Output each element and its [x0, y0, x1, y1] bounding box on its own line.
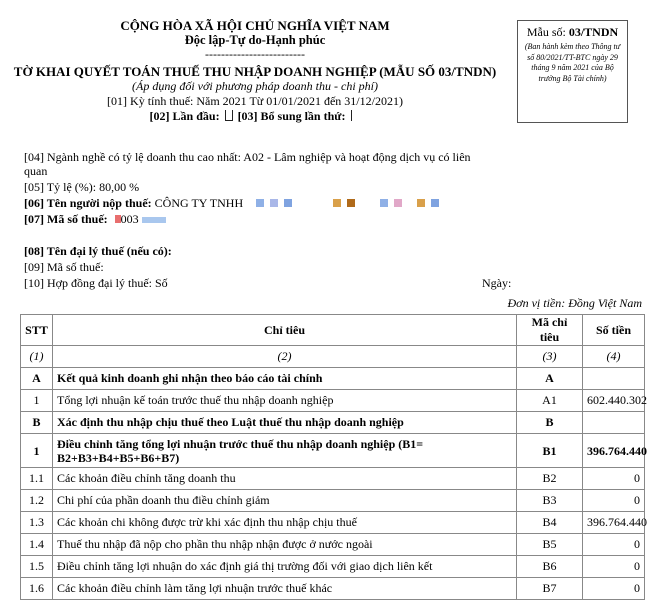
- row-stt: 1.1: [21, 468, 53, 490]
- row-amount: [583, 412, 645, 434]
- col-amount: Số tiền: [583, 315, 645, 346]
- col-index: (2): [53, 346, 517, 368]
- row-label: Tổng lợi nhuận kế toán trước thuế thu nhập doanh nghiệp: [53, 390, 517, 412]
- row-stt: A: [21, 368, 53, 390]
- row-stt: 1.2: [21, 490, 53, 512]
- redaction-mark: [284, 199, 292, 207]
- table-index-row: [21, 346, 645, 368]
- row-code: A1: [517, 390, 583, 412]
- col-item: Chỉ tiêu: [53, 315, 517, 346]
- tax-agent-name-field: [08] Tên đại lý thuế (nếu có):: [24, 244, 172, 258]
- table-row: [21, 556, 645, 578]
- agent-contract-field: [10] Hợp đồng đại lý thuế: Số: [24, 276, 168, 290]
- document-header: [0, 18, 510, 124]
- taxpayer-name-value: CÔNG TY TNHH: [154, 196, 244, 210]
- table-row: [21, 412, 645, 434]
- table-row: [21, 512, 645, 534]
- form-number-label: Mẫu số:: [526, 25, 566, 39]
- row-label: Kết quả kinh doanh ghi nhận theo báo cáo tài chính: [53, 368, 517, 390]
- table-row: [21, 578, 645, 600]
- row-stt: 1.6: [21, 578, 53, 600]
- redaction-mark: [347, 199, 355, 207]
- form-subtitle: (Áp dụng đối với phương pháp doanh thu - chi phí): [132, 79, 378, 93]
- industry-field: [04] Ngành nghề có tỷ lệ doanh thu cao nhất: A02 - Lâm nghiệp và hoạt động dịch vụ có liên quan: [24, 150, 471, 178]
- table-row: [21, 468, 645, 490]
- redacted-name: [246, 196, 442, 210]
- col-index: (3): [517, 346, 583, 368]
- col-index: (1): [21, 346, 53, 368]
- col-index: (4): [583, 346, 645, 368]
- row-code: B3: [517, 490, 583, 512]
- tax-id-label: [07] Mã số thuế:: [24, 212, 108, 226]
- redaction-mark: [142, 217, 166, 223]
- tax-agent-id-field: [09] Mã số thuế:: [24, 260, 104, 274]
- row-amount: 0: [583, 578, 645, 600]
- supplement-label: [03] Bổ sung lần thứ:: [237, 109, 346, 123]
- rate-field: [05] Tỷ lệ (%): 80,00 %: [24, 180, 140, 194]
- row-label: Các khoản điều chỉnh làm tăng lợi nhuận trước thuế khác: [53, 578, 517, 600]
- national-motto: Độc lập-Tự do-Hạnh phúc: [184, 33, 326, 47]
- row-label: Điều chỉnh tăng lợi nhuận do xác định giá thị trường đối với giao dịch liên kết: [53, 556, 517, 578]
- row-label: Điều chỉnh tăng tổng lợi nhuận trước thuế thu nhập doanh nghiệp (B1= B2+B3+B4+B5+B6+B7): [53, 434, 517, 468]
- row-code: B7: [517, 578, 583, 600]
- form-legal-note: (Ban hành kèm theo Thông tư số 80/2021/TT-BTC ngày 29 tháng 9 năm 2021 của Bộ trưởng Bộ Tài chính): [524, 42, 621, 83]
- row-stt: 1: [21, 434, 53, 468]
- row-amount: 0: [583, 556, 645, 578]
- header-divider: -------------------------: [205, 47, 305, 61]
- col-code: Mã chỉ tiêu: [517, 315, 583, 346]
- redaction-mark: [333, 199, 341, 207]
- form-number-box: [517, 20, 628, 123]
- row-label: Thuế thu nhập đã nộp cho phần thu nhập nhận được ở nước ngoài: [53, 534, 517, 556]
- redaction-mark: [417, 199, 425, 207]
- redaction-mark: [394, 199, 402, 207]
- row-code: A: [517, 368, 583, 390]
- row-code: B6: [517, 556, 583, 578]
- redaction-mark: [256, 199, 264, 207]
- filing-type: [0, 109, 510, 124]
- row-code: B: [517, 412, 583, 434]
- table-row: [21, 434, 645, 468]
- table-row: [21, 390, 645, 412]
- table-row: [21, 490, 645, 512]
- tax-id-field: [24, 212, 494, 226]
- row-stt: B: [21, 412, 53, 434]
- tax-table: [20, 314, 647, 600]
- redaction-mark: [431, 199, 439, 207]
- row-amount: [583, 368, 645, 390]
- row-amount: 396.764.440: [583, 434, 645, 468]
- table-row: [21, 534, 645, 556]
- row-amount: 396.764.440: [583, 512, 645, 534]
- table-header-row: [21, 315, 645, 346]
- form-number-code: 03/TNDN: [568, 25, 619, 39]
- row-label: Xác định thu nhập chịu thuế theo Luật thuế thu nhập doanh nghiệp: [53, 412, 517, 434]
- tax-period: [01] Kỳ tính thuế: Năm 2021 Từ 01/01/2021 đến 31/12/2021): [107, 94, 403, 108]
- row-amount: 602.440.302: [583, 390, 645, 412]
- row-stt: 1: [21, 390, 53, 412]
- row-stt: 1.3: [21, 512, 53, 534]
- taxpayer-name-field: [24, 196, 584, 210]
- tax-id-value: 003: [120, 212, 139, 226]
- row-label: Chi phí của phần doanh thu điều chỉnh giảm: [53, 490, 517, 512]
- supplement-checkbox[interactable]: [351, 110, 357, 121]
- currency-unit: Đơn vị tiền: Đồng Việt Nam: [507, 296, 642, 310]
- country-name: CỘNG HÒA XÃ HỘI CHỦ NGHĨA VIỆT NAM: [120, 18, 390, 33]
- redaction-mark: [380, 199, 388, 207]
- row-label: Các khoản điều chỉnh tăng doanh thu: [53, 468, 517, 490]
- row-label: Các khoản chi không được trừ khi xác định thu nhập chịu thuế: [53, 512, 517, 534]
- row-stt: 1.4: [21, 534, 53, 556]
- first-time-checkbox[interactable]: [225, 110, 233, 121]
- form-title: TỜ KHAI QUYẾT TOÁN THUẾ THU NHẬP DOANH NGHIỆP (MẪU SỐ 03/TNDN): [13, 64, 497, 79]
- contract-date-label: Ngày:: [482, 276, 512, 290]
- row-code: B2: [517, 468, 583, 490]
- row-code: B4: [517, 512, 583, 534]
- row-amount: 0: [583, 490, 645, 512]
- row-amount: 0: [583, 534, 645, 556]
- taxpayer-name-label: [06] Tên người nộp thuế:: [24, 196, 152, 210]
- redaction-mark: [270, 199, 278, 207]
- row-amount: 0: [583, 468, 645, 490]
- table-row: [21, 368, 645, 390]
- row-stt: 1.5: [21, 556, 53, 578]
- row-code: B5: [517, 534, 583, 556]
- row-code: B1: [517, 434, 583, 468]
- first-time-label: [02] Lần đầu:: [149, 109, 220, 123]
- col-stt: STT: [21, 315, 53, 346]
- form-number: [521, 25, 624, 40]
